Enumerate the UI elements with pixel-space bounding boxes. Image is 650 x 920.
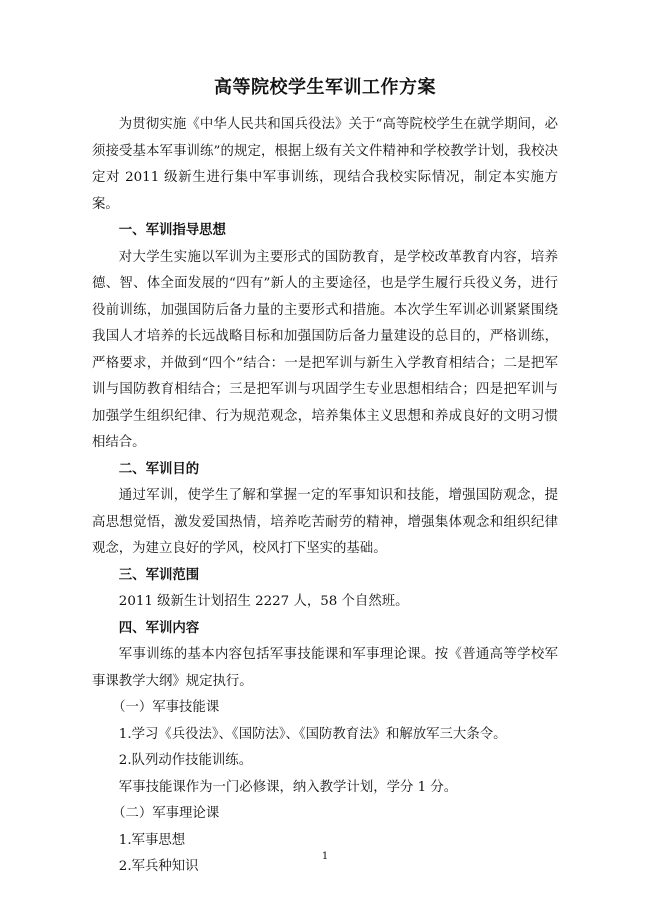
page-number: 1 [321,851,329,862]
section-paragraph-guiding-ideology: 对大学生实施以军训为主要形式的国防教育，是学校改革教育内容，培养德、智、体全面发展的“四有”新人的主要途径，也是学生履行兵役义务，进行役前训练，加强国防后备力量的主要形式和措施。本次学生军训必训紧紧围绕我国人才培养的长远战略目标和加强国防后备力量建设的总目的，严格训练，严格要求，并做到“四个”结合：一是把军训与新生入学教育相结合；二是把军训与国防教育相结合；三是把军训与巩固学生专业思想相结合；四是把军训与加强学生组织纪律、行为规范观念，培养集体主义思想和养成良好的文明习惯相结合。 [92,249,558,450]
list-item: 1.学习《兵役法》、《国防法》、《国防教育法》和解放军三大条令。 [118,726,507,742]
subsection-heading-theory: （二）军事理论课 [112,806,220,821]
list-item: 1.军事思想 [118,832,186,848]
document-body [92,112,558,881]
section-heading-scope: 三、军训范围 [118,567,200,583]
section-heading-purpose: 二、军训目的 [118,461,200,477]
section-heading-content: 四、军训内容 [118,620,200,636]
list-item: 2.队列动作技能训练。 [118,753,253,768]
document-title: 高等院校学生军训工作方案 [214,77,436,98]
section-paragraph-purpose: 通过军训，使学生了解和掌握一定的军事知识和技能，增强国防观念，提高思想觉悟，激发爱国热情，培养吃苦耐劳的精神，增强集体观念和组织纪律观念，为建立良好的学风，校风打下坚实的基础。 [92,488,558,556]
list-item: 2.军兵种知识 [118,859,199,874]
intro-paragraph: 为贯彻实施《中华人民共和国兵役法》关于“高等院校学生在就学期间，必须接受基本军事训练”的规定，根据上级有关文件精神和学校教学计划，我校决定对 2011 级新生进行集中军事训练，现结合我校实际情况，制定本实施方案。 [92,117,558,212]
section-paragraph-content: 军事训练的基本内容包括军事技能课和军事理论课。按《普通高等学校军事课教学大纲》规定执行。 [92,647,558,689]
section-heading-guiding-ideology: 一、军训指导思想 [118,223,226,238]
subsection-heading-skills: （一）军事技能课 [112,700,220,715]
subsection-note-skills: 军事技能课作为一门必修课，纳入教学计划，学分 1 分。 [118,779,458,795]
section-paragraph-scope: 2011 级新生计划招生 2227 人，58 个自然班。 [118,594,409,609]
